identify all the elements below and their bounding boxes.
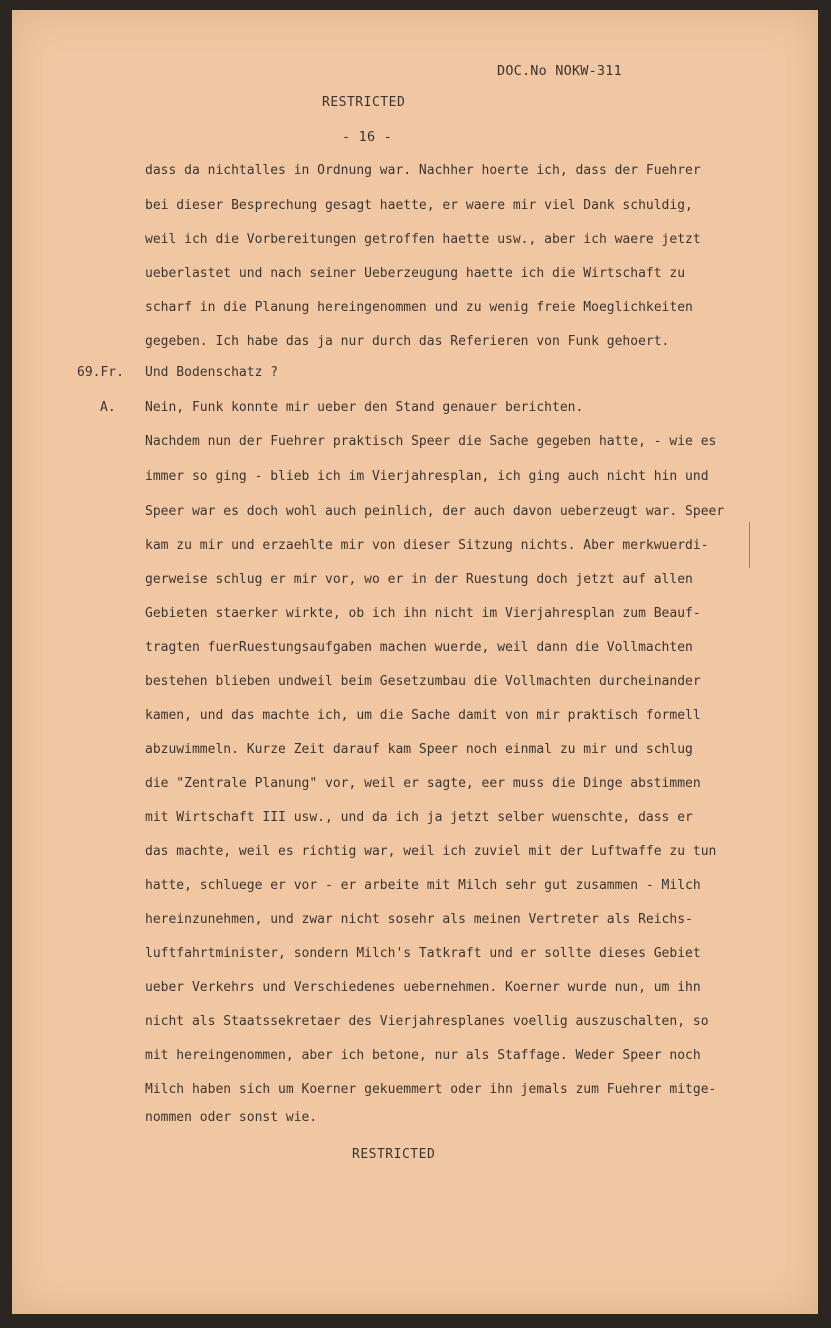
text-line: gerweise schlug er mir vor, wo er in der Ruestung doch jetzt auf allen [145, 572, 693, 587]
text-line: kamen, und das machte ich, um die Sache damit von mir praktisch formell [145, 708, 701, 723]
text-line: nommen oder sonst wie. [145, 1110, 318, 1125]
text-line: immer so ging - blieb ich im Vierjahresplan, ich ging auch nicht hin und [145, 469, 709, 484]
text-line: weil ich die Vorbereitungen getroffen haette usw., aber ich waere jetzt [145, 232, 701, 247]
text-line: tragten fuerRuestungsaufgaben machen wuerde, weil dann die Vollmachten [145, 640, 693, 655]
document-number: DOC.No NOKW-311 [497, 63, 622, 79]
text-line: scharf in die Planung hereingenommen und zu wenig freie Moeglichkeiten [145, 300, 693, 315]
text-line: mit Wirtschaft III usw., und da ich ja jetzt selber wuenschte, dass er [145, 810, 693, 825]
text-line: das machte, weil es richtig war, weil ich zuviel mit der Luftwaffe zu tun [145, 844, 717, 859]
text-line: Speer war es doch wohl auch peinlich, der auch davon ueberzeugt war. Speer [145, 504, 725, 519]
text-line: kam zu mir und erzaehlte mir von dieser Sitzung nichts. Aber merkwuerdi- [145, 538, 709, 553]
text-line: gegeben. Ich habe das ja nur durch das Referieren von Funk gehoert. [145, 334, 670, 349]
text-line: Gebieten staerker wirkte, ob ich ihn nicht im Vierjahresplan zum Beauf- [145, 606, 701, 621]
text-line: ueberlastet und nach seiner Ueberzeugung haette ich die Wirtschaft zu [145, 266, 686, 281]
restricted-header: RESTRICTED [322, 95, 406, 110]
text-line: hatte, schluege er vor - er arbeite mit Milch sehr gut zusammen - Milch [145, 878, 701, 893]
text-line: Und Bodenschatz ? [145, 365, 279, 380]
text-line: luftfahrtminister, sondern Milch's Tatkraft und er sollte dieses Gebiet [145, 946, 701, 961]
text-line: die "Zentrale Planung" vor, weil er sagte, eer muss die Dinge abstimmen [145, 776, 701, 791]
answer-label: A. [100, 400, 116, 415]
text-line: Nein, Funk konnte mir ueber den Stand genauer berichten. [145, 400, 584, 415]
text-line: abzuwimmeln. Kurze Zeit darauf kam Speer noch einmal zu mir und schlug [145, 742, 693, 757]
text-line: Nachdem nun der Fuehrer praktisch Speer die Sache gegeben hatte, - wie es [145, 434, 717, 449]
text-line: nicht als Staatssekretaer des Vierjahresplanes voellig auszuschalten, so [145, 1014, 709, 1029]
page-number: - 16 - [342, 129, 392, 145]
restricted-footer: RESTRICTED [352, 1147, 436, 1162]
text-line: mit hereingenommen, aber ich betone, nur als Staffage. Weder Speer noch [145, 1048, 701, 1063]
document-page [12, 10, 818, 1314]
text-line: bei dieser Besprechung gesagt haette, er waere mir viel Dank schuldig, [145, 198, 693, 213]
text-line: hereinzunehmen, und zwar nicht sosehr als meinen Vertreter als Reichs- [145, 912, 693, 927]
text-line: bestehen blieben undweil beim Gesetzumbau die Vollmachten durcheinander [145, 674, 701, 689]
question-label: 69.Fr. [77, 365, 124, 380]
text-line: dass da nichtalles in Ordnung war. Nachher hoerte ich, dass der Fuehrer [145, 163, 701, 178]
text-line: ueber Verkehrs und Verschiedenes uebernehmen. Koerner wurde nun, um ihn [145, 980, 701, 995]
text-line: Milch haben sich um Koerner gekuemmert oder ihn jemals zum Fuehrer mitge- [145, 1082, 717, 1097]
margin-mark [749, 522, 750, 568]
